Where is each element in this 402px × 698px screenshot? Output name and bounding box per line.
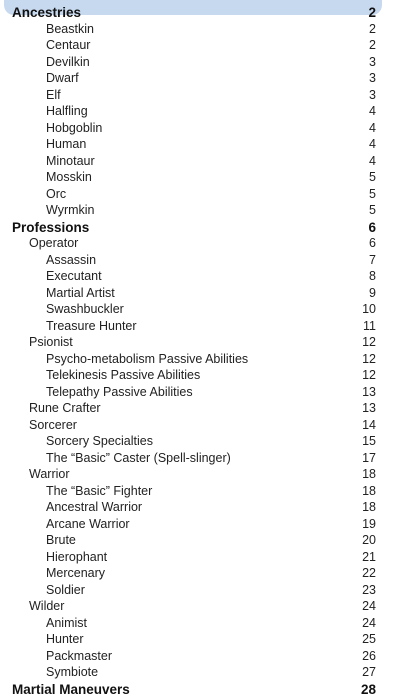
toc-entry-link[interactable] <box>0 301 402 318</box>
toc-entry-link[interactable] <box>0 54 402 71</box>
toc-page-number: 14 <box>362 417 376 432</box>
toc-page-number: 6 <box>369 236 376 250</box>
toc-entry-link[interactable] <box>0 664 402 681</box>
toc-entry-label: Telekinesis Passive Abilities <box>46 368 201 382</box>
toc-entry-link[interactable] <box>0 169 402 186</box>
toc-page-number: 15 <box>362 434 376 448</box>
toc-entry-label: Soldier <box>46 582 85 597</box>
toc-page-number: 28 <box>360 681 376 697</box>
toc-page-number: 4 <box>369 137 376 151</box>
toc-entry-link[interactable] <box>0 631 402 648</box>
toc-entry-label: Human <box>46 137 87 151</box>
toc-page-number: 8 <box>369 269 376 283</box>
toc-page-number: 11 <box>363 318 376 333</box>
toc-entry-link[interactable] <box>0 37 402 54</box>
toc-entry-label: Beastkin <box>46 21 94 36</box>
toc-entry-label: Wilder <box>29 599 65 613</box>
toc-entry-link[interactable] <box>0 598 402 615</box>
toc-entry-label: Psycho-metabolism Passive Abilities <box>46 351 249 366</box>
toc-entry-label: Swashbuckler <box>46 302 124 316</box>
toc-entry-label: Animist <box>46 615 87 630</box>
toc-page-number: 18 <box>362 467 376 481</box>
toc-entry-label: Operator <box>29 236 79 250</box>
toc-entry-label: Sorcerer <box>29 417 77 432</box>
toc-page-number: 2 <box>369 38 376 52</box>
toc-entry-link[interactable] <box>0 582 402 599</box>
toc-entry-label: Devilkin <box>46 54 90 69</box>
toc-entry-link[interactable] <box>0 235 402 252</box>
toc-entry-link[interactable] <box>0 565 402 582</box>
toc-page-number: 7 <box>369 252 376 267</box>
toc-entry-link[interactable] <box>0 384 402 401</box>
toc-page-number: 3 <box>369 87 376 102</box>
toc-page-number: 26 <box>362 648 376 663</box>
toc-page-number: 4 <box>369 104 376 118</box>
toc-entry-label: Ancestries <box>12 5 82 20</box>
toc-entry-label: Halfling <box>46 104 88 118</box>
toc-entry-label: The “Basic” Caster (Spell-slinger) <box>46 450 231 465</box>
toc-entry-label: Elf <box>46 87 61 102</box>
toc-entry-link[interactable] <box>0 334 402 351</box>
toc-entry-label: Dwarf <box>46 71 79 85</box>
toc-page-number: 19 <box>362 516 376 531</box>
toc-page-number: 2 <box>369 21 376 36</box>
toc-entry-label: Treasure Hunter <box>46 318 137 333</box>
toc-page-number: 18 <box>362 483 376 498</box>
toc-entry-label: Martial Maneuvers <box>12 681 130 697</box>
toc-entry-link[interactable] <box>0 186 402 203</box>
toc-entry-link[interactable] <box>0 400 402 417</box>
toc-entry-link[interactable] <box>0 499 402 516</box>
toc-page-number: 24 <box>362 599 376 613</box>
toc-entry-label: Warrior <box>29 467 70 481</box>
toc-page-number: 5 <box>369 170 376 184</box>
toc-entry-label: Mosskin <box>46 170 92 184</box>
toc-page-number: 6 <box>368 219 376 235</box>
toc-entry-label: Minotaur <box>46 153 95 168</box>
toc-page-number: 25 <box>362 632 376 646</box>
toc-entry-label: Professions <box>12 219 90 235</box>
toc-entry-link[interactable] <box>0 532 402 549</box>
toc-entry-label: Sorcery Specialties <box>46 434 153 448</box>
toc-entry-link[interactable] <box>0 549 402 566</box>
toc-entry-link[interactable] <box>0 450 402 467</box>
toc-page-number: 5 <box>369 203 376 217</box>
toc-entry-label: Wyrmkin <box>46 203 95 217</box>
toc-entry-label: Packmaster <box>46 648 112 663</box>
toc-entry-link[interactable] <box>0 417 402 434</box>
toc-entry-link[interactable] <box>0 433 402 450</box>
toc-entry-link[interactable] <box>0 252 402 269</box>
toc-entry-link[interactable] <box>0 21 402 38</box>
toc-page-number: 3 <box>369 54 376 69</box>
toc-entry-label: Arcane Warrior <box>46 516 130 531</box>
toc-entry-label: The “Basic” Fighter <box>46 483 153 498</box>
toc-entry-link[interactable] <box>0 136 402 153</box>
toc-page-number: 3 <box>369 71 376 85</box>
toc-entry-label: Centaur <box>46 38 91 52</box>
toc-page-number: 13 <box>362 384 376 399</box>
toc-entry-link[interactable] <box>0 70 402 87</box>
toc-page-number: 27 <box>362 665 376 679</box>
toc-page-number: 5 <box>369 186 376 201</box>
toc-entry-label: Executant <box>46 269 102 283</box>
toc-page-number: 21 <box>362 549 376 564</box>
toc-entry-link[interactable] <box>0 466 402 483</box>
toc-entry-label: Psionist <box>29 335 73 349</box>
toc-section-link[interactable] <box>0 4 402 21</box>
toc-page-number: 17 <box>362 450 376 465</box>
toc-entry-link[interactable] <box>0 120 402 137</box>
toc-entry-label: Brute <box>46 533 76 547</box>
toc-entry-label: Rune Crafter <box>29 401 101 415</box>
toc-entry-link[interactable] <box>0 153 402 170</box>
toc-entry-link[interactable] <box>0 615 402 632</box>
toc-entry-link[interactable] <box>0 516 402 533</box>
toc-entry-label: Ancestral Warrior <box>46 500 143 514</box>
toc-entry-link[interactable] <box>0 268 402 285</box>
toc-page-number: 20 <box>362 533 376 547</box>
toc-page-number: 9 <box>369 285 376 300</box>
toc-section-link[interactable] <box>0 681 402 698</box>
toc-entry-label: Orc <box>46 186 67 201</box>
toc-entry-link[interactable] <box>0 285 402 302</box>
toc-page-number: 12 <box>362 351 376 366</box>
toc-entry-label: Hierophant <box>46 549 108 564</box>
toc-section-link[interactable] <box>0 219 402 236</box>
toc-page-number: 24 <box>362 615 376 630</box>
toc-page-number: 4 <box>369 153 376 168</box>
toc-page-number: 18 <box>362 500 376 514</box>
toc-page-number: 12 <box>362 368 376 382</box>
toc-page-number: 23 <box>362 582 376 597</box>
toc-entry-label: Hobgoblin <box>46 120 103 135</box>
toc-page-number: 12 <box>362 335 376 349</box>
toc-entry-label: Mercenary <box>46 566 106 580</box>
toc-entry-link[interactable] <box>0 483 402 500</box>
toc-entry-link[interactable] <box>0 87 402 104</box>
toc-entry-label: Symbiote <box>46 665 99 679</box>
toc-entry-label: Martial Artist <box>46 285 115 300</box>
toc-page-number: 13 <box>362 401 376 415</box>
toc-page-number: 22 <box>362 566 376 580</box>
toc-entry-label: Assassin <box>46 252 97 267</box>
toc-entry-link[interactable] <box>0 648 402 665</box>
toc-entry-link[interactable] <box>0 351 402 368</box>
toc-page-number: 10 <box>362 302 376 316</box>
toc-page-number: 2 <box>368 5 376 20</box>
toc-entry-link[interactable] <box>0 318 402 335</box>
toc-entry-label: Hunter <box>46 632 84 646</box>
toc-entry-link[interactable] <box>0 202 402 219</box>
toc-entry-link[interactable] <box>0 367 402 384</box>
toc-entry-label: Telepathy Passive Abilities <box>46 384 193 399</box>
toc-page-number: 4 <box>369 120 376 135</box>
toc-entry-link[interactable] <box>0 103 402 120</box>
